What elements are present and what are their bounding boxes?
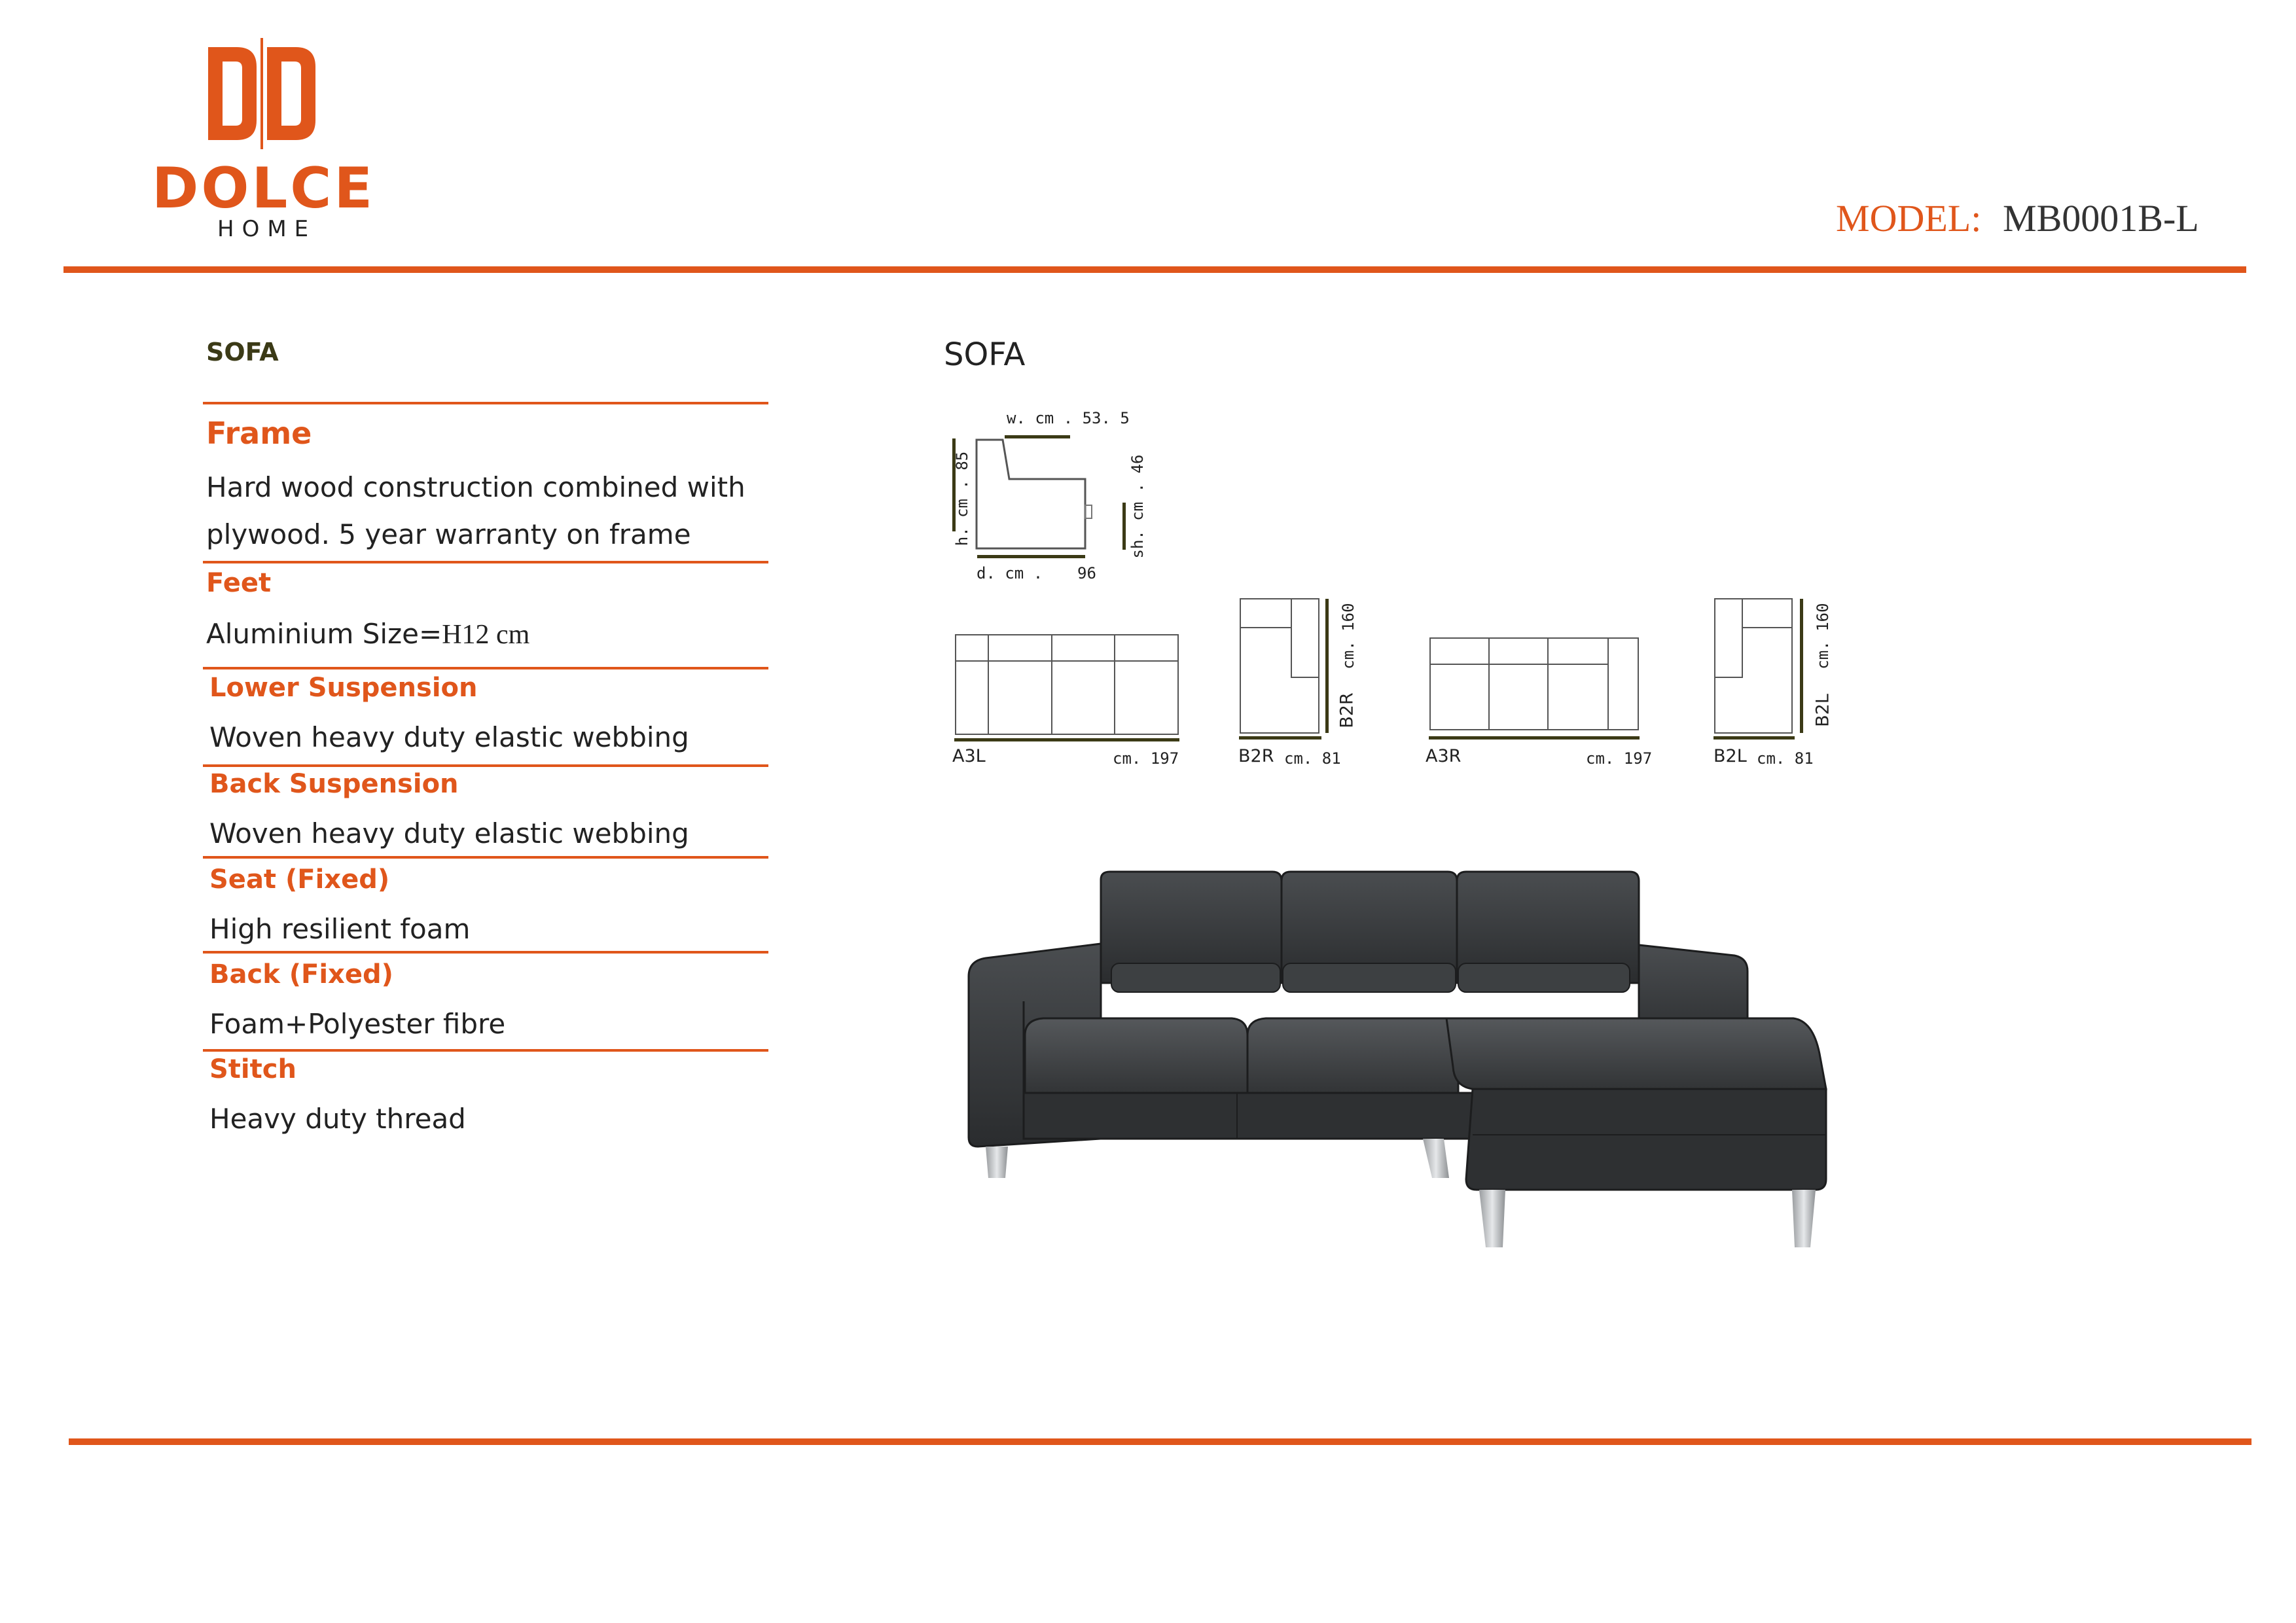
dim-depth-label: d. cm .	[977, 564, 1043, 582]
spec-heading-lower-suspension: Lower Suspension	[209, 673, 478, 703]
module-code-b2l-vertical: B2L	[1812, 694, 1833, 727]
spec-divider	[203, 951, 768, 954]
model-value: MB0001B-L	[2003, 197, 2199, 240]
spec-divider	[203, 667, 768, 669]
dim-depth-value: 96	[1077, 564, 1096, 582]
module-code-b2r: B2R	[1238, 746, 1274, 766]
module-width-a3l: cm. 197	[1113, 749, 1179, 768]
sofa-product-image	[962, 864, 1865, 1296]
spec-divider	[203, 1049, 768, 1052]
spec-heading-seat: Seat (Fixed)	[209, 865, 390, 895]
logo	[196, 38, 327, 149]
spec-heading-feet: Feet	[206, 568, 272, 598]
spec-text-back-suspension: Woven heavy duty elastic webbing	[209, 817, 689, 849]
spec-text-feet-prefix: Aluminium Size=	[206, 618, 442, 650]
module-code-b2r-vertical: B2R	[1336, 692, 1357, 728]
module-a3l-drawing	[949, 628, 1185, 746]
spec-text-frame-1: Hard wood construction combined with	[206, 471, 745, 503]
spec-text-lower-suspension: Woven heavy duty elastic webbing	[209, 721, 689, 753]
logo-mark-icon	[196, 38, 327, 149]
spec-text-feet-value: H12 cm	[442, 620, 530, 650]
spec-divider	[203, 856, 768, 859]
module-a3r-drawing	[1424, 632, 1646, 746]
spec-title: SOFA	[206, 338, 279, 366]
brand-subtitle: HOME	[217, 216, 317, 242]
dim-width: w. cm . 53. 5	[1007, 409, 1130, 427]
diagram-title: SOFA	[944, 336, 1026, 373]
module-width-a3r: cm. 197	[1586, 749, 1653, 768]
top-divider	[63, 266, 2246, 273]
brand-name: DOLCE	[152, 156, 376, 221]
module-b2r-drawing	[1234, 592, 1332, 743]
spec-text-back: Foam+Polyester fibre	[209, 1008, 506, 1040]
spec-text-stitch: Heavy duty thread	[209, 1103, 466, 1135]
module-code-a3l: A3L	[952, 746, 986, 766]
module-code-a3r: A3R	[1426, 746, 1462, 766]
module-width-b2l: cm. 81	[1757, 749, 1814, 768]
spec-heading-back-suspension: Back Suspension	[209, 769, 459, 799]
spec-divider	[203, 561, 768, 563]
bottom-divider	[69, 1438, 2251, 1445]
spec-divider	[203, 402, 768, 404]
model-label: MODEL:	[1836, 197, 1982, 240]
spec-heading-stitch: Stitch	[209, 1054, 296, 1084]
dim-seat-height: sh. cm . 46	[1128, 454, 1147, 559]
spec-text-feet	[206, 618, 529, 651]
module-depth-b2r: cm. 160	[1339, 603, 1357, 669]
spec-heading-back: Back (Fixed)	[209, 959, 393, 990]
module-code-b2l: B2L	[1713, 746, 1747, 766]
module-b2l-drawing	[1708, 592, 1806, 743]
module-width-b2r: cm. 81	[1284, 749, 1341, 768]
spec-text-frame-2: plywood. 5 year warranty on frame	[206, 518, 691, 550]
module-depth-b2l: cm. 160	[1814, 603, 1832, 669]
spec-text-seat: High resilient foam	[209, 913, 471, 945]
dim-height: h. cm . 85	[953, 451, 971, 546]
spec-heading-frame: Frame	[206, 416, 312, 451]
spec-divider	[203, 764, 768, 767]
